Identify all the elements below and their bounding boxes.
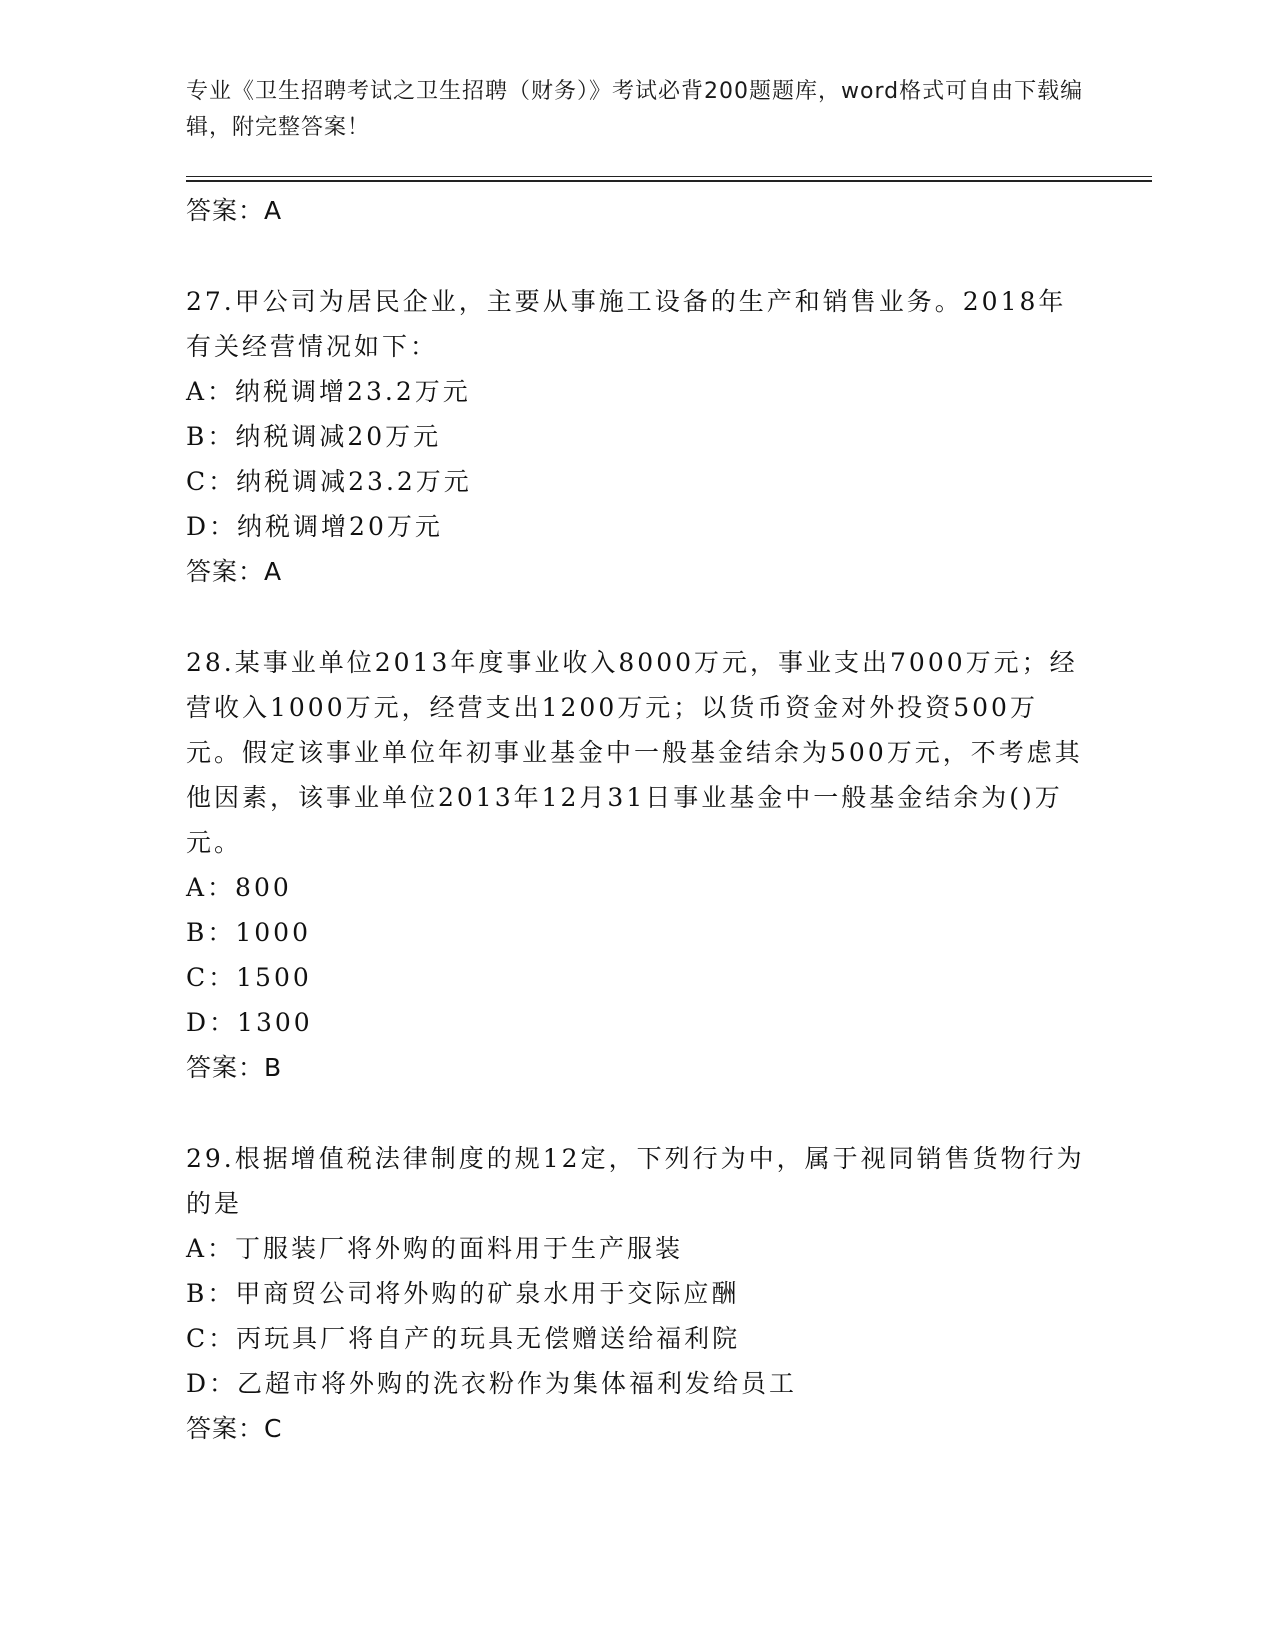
- question-block: [186, 1136, 1086, 1451]
- question-text: 28.某事业单位2013年度事业收入8000万元，事业支出7000万元；经营收入1000万元，经营支出1200万元；以货币资金对外投资500万元。假定该事业单位年初事业基金中一般基金结余为500万元，不考虑其他因素，该事业单位2013年12月31日事业基金中一般基金结余为()万元。: [186, 648, 1083, 857]
- option-a: A：800: [186, 873, 292, 902]
- option-c: C：丙玩具厂将自产的玩具无偿赠送给福利院: [186, 1324, 741, 1353]
- option-c: C：1500: [186, 963, 312, 992]
- option-a: A：纳税调增23.2万元: [186, 377, 471, 406]
- answer-line: 答案：A: [186, 196, 283, 225]
- question-block: [186, 279, 1086, 594]
- page-header: 专业《卫生招聘考试之卫生招聘（财务）》考试必背200题题库，word格式可自由下载编辑，附完整答案！: [186, 79, 1084, 140]
- option-c: C：纳税调减23.2万元: [186, 467, 472, 496]
- question-block: [186, 640, 1086, 1090]
- answer-line: 答案：A: [186, 557, 283, 586]
- option-d: D：1300: [186, 1008, 313, 1037]
- header-rule-thick: [186, 180, 1152, 182]
- question-text: 29.根据增值税法律制度的规12定，下列行为中，属于视同销售货物行为的是: [186, 1144, 1085, 1218]
- option-b: B：甲商贸公司将外购的矿泉水用于交际应酬: [186, 1279, 740, 1308]
- answer-line: 答案：B: [186, 1053, 283, 1082]
- header-rule-thin: [186, 176, 1152, 177]
- option-d: D：乙超市将外购的洗衣粉作为集体福利发给员工: [186, 1369, 798, 1398]
- document-body: [186, 188, 1086, 1451]
- option-b: B：纳税调减20万元: [186, 422, 442, 451]
- answer-line: 答案：C: [186, 1414, 283, 1443]
- option-a: A：丁服装厂将外购的面料用于生产服装: [186, 1234, 684, 1263]
- question-text: 27.甲公司为居民企业，主要从事施工设备的生产和销售业务。2018年有关经营情况如下：: [186, 287, 1067, 361]
- option-b: B：1000: [186, 918, 311, 947]
- option-d: D：纳税调增20万元: [186, 512, 443, 541]
